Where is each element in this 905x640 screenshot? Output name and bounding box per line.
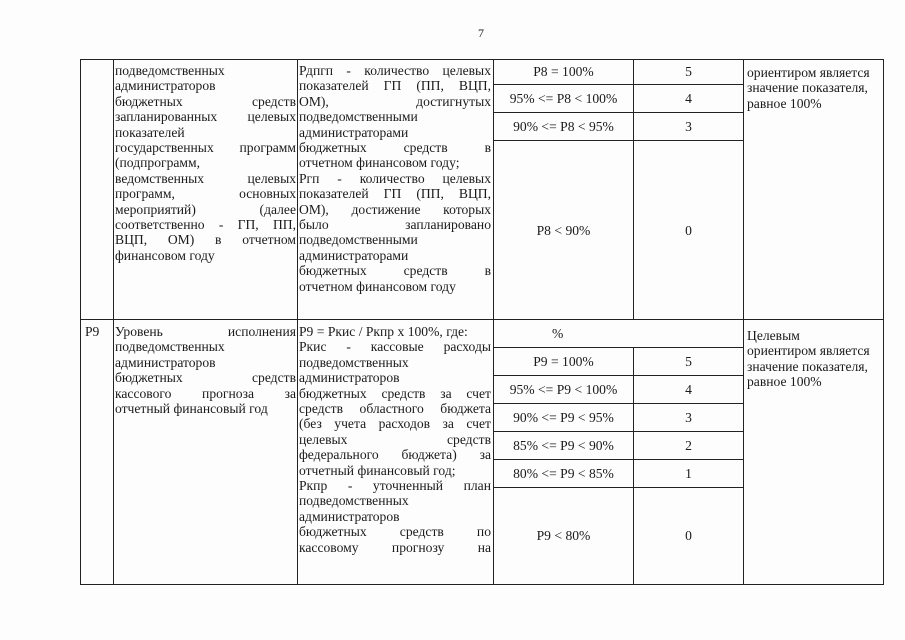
text-line: финансовом году xyxy=(115,247,215,263)
criterion-score: 5 xyxy=(685,64,692,79)
text-line: подведомственных xyxy=(299,354,409,370)
text-line: бюджетных средств xyxy=(115,93,296,109)
text-line: бюджетных средств в xyxy=(299,263,491,279)
text-line: отчетном финансовом году xyxy=(299,278,456,294)
text-line: подведомственных xyxy=(115,339,225,355)
criterion-score: 5 xyxy=(685,353,692,369)
text-line: отчетном финансовом году; xyxy=(299,155,460,171)
target-note xyxy=(747,65,883,111)
text-line: (подпрограмм, xyxy=(115,155,201,171)
indicator-name xyxy=(115,324,296,416)
indicator-formula xyxy=(299,63,491,294)
text-line: равное 100% xyxy=(747,95,822,111)
text-line: подведомственных xyxy=(299,493,409,509)
criterion-condition: 85% <= Р9 < 90% xyxy=(513,437,614,453)
criterion-condition: Р8 = 100% xyxy=(533,64,594,79)
text-line: было запланировано xyxy=(299,217,491,233)
criterion-condition: 95% <= Р9 < 100% xyxy=(509,381,618,397)
text-line: кассового прогноза за xyxy=(115,385,296,401)
text-line: администраторов xyxy=(115,78,216,94)
criterion-score: 1 xyxy=(685,465,692,481)
text-line: подведомственными xyxy=(299,109,418,125)
text-line: администраторами xyxy=(299,124,409,140)
text-line: мероприятий) (далее xyxy=(115,201,296,217)
criterion-condition: Р9 < 80% xyxy=(536,528,591,543)
text-line: федерального бюджета) за xyxy=(299,447,491,463)
indicator-code: Р9 xyxy=(85,324,100,339)
text-line: ВЦП, ОМ) в отчетном xyxy=(115,232,296,248)
text-line: Целевым xyxy=(747,328,800,343)
text-line: ОМ), достижение которых xyxy=(299,201,491,217)
text-line: администраторами xyxy=(299,247,409,263)
text-line: отчетный финансовый год xyxy=(115,401,268,417)
indicator-formula xyxy=(299,324,491,555)
text-line: администраторов xyxy=(299,370,400,386)
criterion-score: 4 xyxy=(685,90,692,106)
text-line: средств областного бюджета xyxy=(299,401,491,417)
criterion-condition: 95% <= Р8 < 100% xyxy=(509,90,618,106)
text-line: администраторов xyxy=(115,354,216,370)
criterion-condition: 80% <= Р9 < 85% xyxy=(513,465,614,481)
indicator-name xyxy=(115,63,296,263)
text-line: кассовому прогнозу на xyxy=(299,539,491,555)
text-line: ориентиром является xyxy=(747,65,870,80)
criterion-condition: 90% <= Р8 < 95% xyxy=(513,118,614,134)
text-line: запланированных целевых xyxy=(115,109,296,125)
text-line: государственных программ xyxy=(115,140,296,156)
text-line: значение показателя, xyxy=(747,80,868,96)
text-line: бюджетных средств xyxy=(115,370,296,386)
page-number: 7 xyxy=(478,26,484,40)
text-line: Р9 = Ркис / Ркпр х 100%, где: xyxy=(299,324,468,339)
text-line: показателей ГП (ПП, ВЦП, xyxy=(299,186,491,202)
criterion-condition: Р8 < 90% xyxy=(536,222,591,238)
text-line: показателей ГП (ПП, ВЦП, xyxy=(299,78,491,94)
text-line: подведомственных xyxy=(115,63,225,78)
criterion-condition: 90% <= Р9 < 95% xyxy=(513,409,614,425)
text-line: отчетный финансовый год; xyxy=(299,462,456,478)
text-line: Уровень исполнения xyxy=(115,324,296,339)
text-line: ОМ), достигнутых xyxy=(299,93,491,109)
unit-label: % xyxy=(552,325,564,341)
criterion-condition: Р9 = 100% xyxy=(533,353,594,369)
criterion-score: 3 xyxy=(685,409,692,425)
text-line: бюджетных средств за счет xyxy=(299,385,491,401)
text-line: целевых средств xyxy=(299,431,491,447)
text-line: равное 100% xyxy=(747,374,822,390)
text-line: бюджетных средств по xyxy=(299,524,491,540)
text-line: бюджетных средств в xyxy=(299,140,491,156)
criterion-score: 4 xyxy=(685,381,692,397)
criterion-score: 0 xyxy=(685,528,692,543)
table-row xyxy=(80,59,884,319)
text-line: администраторов xyxy=(299,508,400,524)
table-row xyxy=(80,319,884,585)
target-note xyxy=(747,328,883,390)
text-line: Ркис - кассовые расходы xyxy=(299,339,491,355)
text-line: Ркпр - уточненный план xyxy=(299,478,491,494)
text-line: подведомственными xyxy=(299,232,418,248)
text-line: Ргп - количество целевых xyxy=(299,170,491,186)
criterion-score: 3 xyxy=(685,118,692,134)
text-line: показателей xyxy=(115,124,185,140)
text-line: Рдпгп - количество целевых xyxy=(299,63,491,78)
text-line: ориентиром является xyxy=(747,343,870,359)
text-line: программ, основных xyxy=(115,186,296,202)
text-line: ведомственных целевых xyxy=(115,170,296,186)
text-line: соответственно - ГП, ПП, xyxy=(115,217,296,233)
text-line: (без учета расходов за счет xyxy=(299,416,491,432)
criterion-score: 2 xyxy=(685,437,692,453)
text-line: значение показателя, xyxy=(747,358,868,374)
criterion-score: 0 xyxy=(685,222,692,238)
